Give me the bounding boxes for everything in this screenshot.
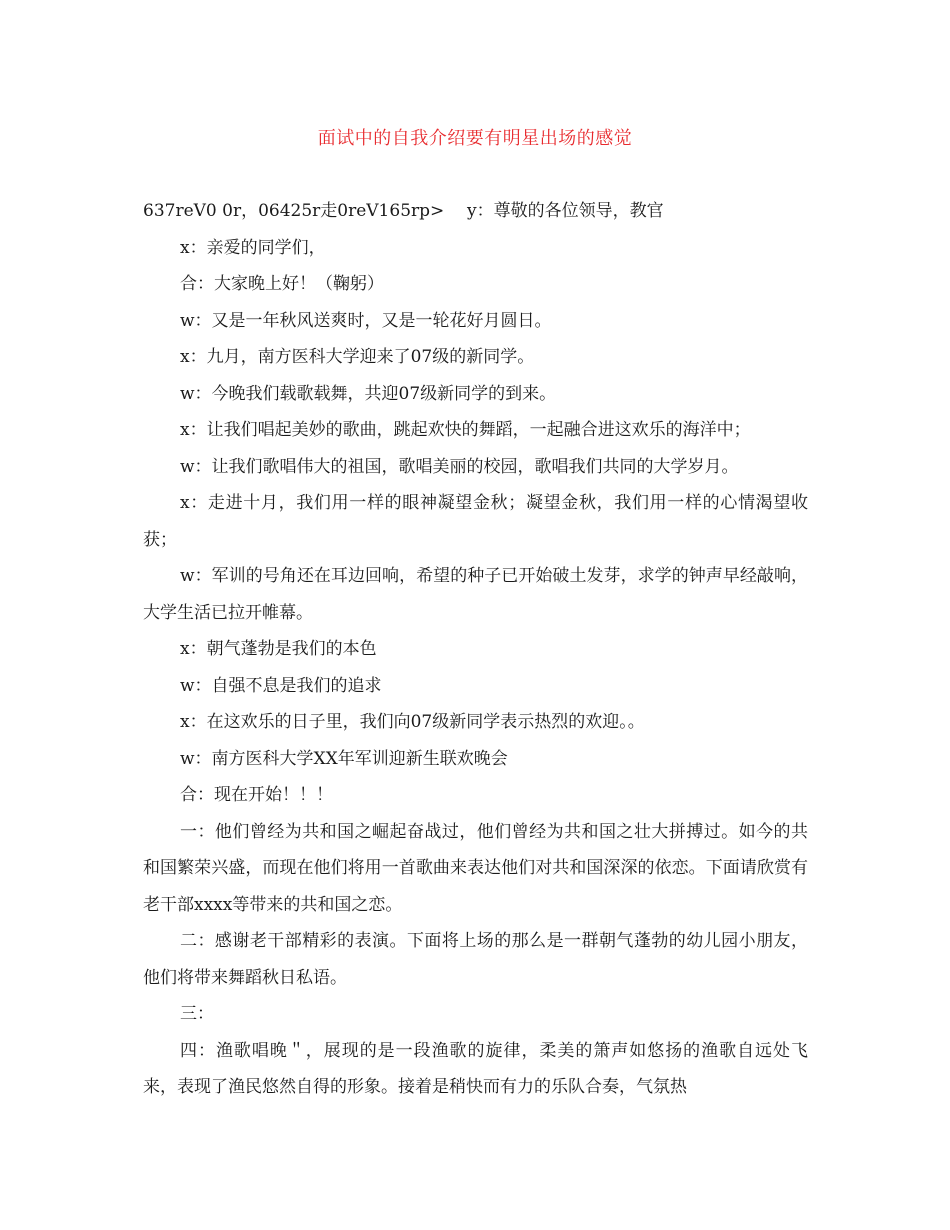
program-paragraph-two: 二：感谢老干部精彩的表演。下面将上场的那么是一群朝气蓬勃的幼儿园小朋友，他们将带来舞蹈秋日私语。: [143, 931, 808, 988]
script-line: w：自强不息是我们的追求: [180, 675, 382, 696]
document-body: [143, 193, 808, 1106]
document-title: 面试中的自我介绍要有明星出场的感觉: [317, 128, 633, 149]
opening-line: [143, 193, 808, 230]
script-line: 合：大家晚上好！（鞠躬）: [180, 274, 384, 294]
script-paragraph: x：走进十月，我们用一样的眼神凝望金秋；凝望金秋，我们用一样的心情渴望收获；: [143, 493, 808, 550]
greeting-leaders: y：尊敬的各位领导，教官: [467, 201, 664, 221]
script-line: w：让我们歌唱伟大的祖国，歌唱美丽的校园，歌唱我们共同的大学岁月。: [180, 456, 739, 477]
script-line: x：朝气蓬勃是我们的本色: [180, 639, 377, 659]
script-line: w：又是一年秋风送爽时，又是一轮花好月圆日。: [180, 310, 552, 331]
program-paragraph-one: 一：他们曾经为共和国之崛起奋战过，他们曾经为共和国之壮大拼搏过。如今的共和国繁荣兴盛，而现在他们将用一首歌曲来表达他们对共和国深深的依恋。下面请欣赏有老干部xxxx等带来的共和国之恋。: [143, 821, 808, 915]
script-line: x：让我们唱起美妙的歌曲，跳起欢快的舞蹈，一起融合进这欢乐的海洋中；: [180, 420, 751, 440]
script-line: x：亲爱的同学们，: [180, 237, 326, 258]
program-line-three: 三：: [180, 1004, 214, 1024]
script-paragraph: w：军训的号角还在耳边回响，希望的种子已开始破土发芽，求学的钟声早经敲响，大学生活已拉开帷幕。: [143, 566, 808, 623]
script-line: 合：现在开始！！！: [180, 785, 333, 805]
script-line: w：今晚我们载歌载舞，共迎07级新同学的到来。: [180, 383, 557, 404]
script-line: x：在这欢乐的日子里，我们向07级新同学表示热烈的欢迎。。: [180, 712, 645, 732]
garbled-prefix: 637reV0 0r，06425r走0reV165rp>: [143, 201, 445, 221]
program-paragraph-four: 四：渔歌唱晚＂，展现的是一段渔歌的旋律，柔美的箫声如悠扬的渔歌自远处飞来，表现了渔民悠然自得的形象。接着是稍快而有力的乐队合奏，气氛热: [143, 1040, 808, 1097]
script-line: w：南方医科大学XX年军训迎新生联欢晚会: [180, 748, 508, 769]
script-line: x：九月，南方医科大学迎来了07级的新同学。: [180, 347, 535, 367]
